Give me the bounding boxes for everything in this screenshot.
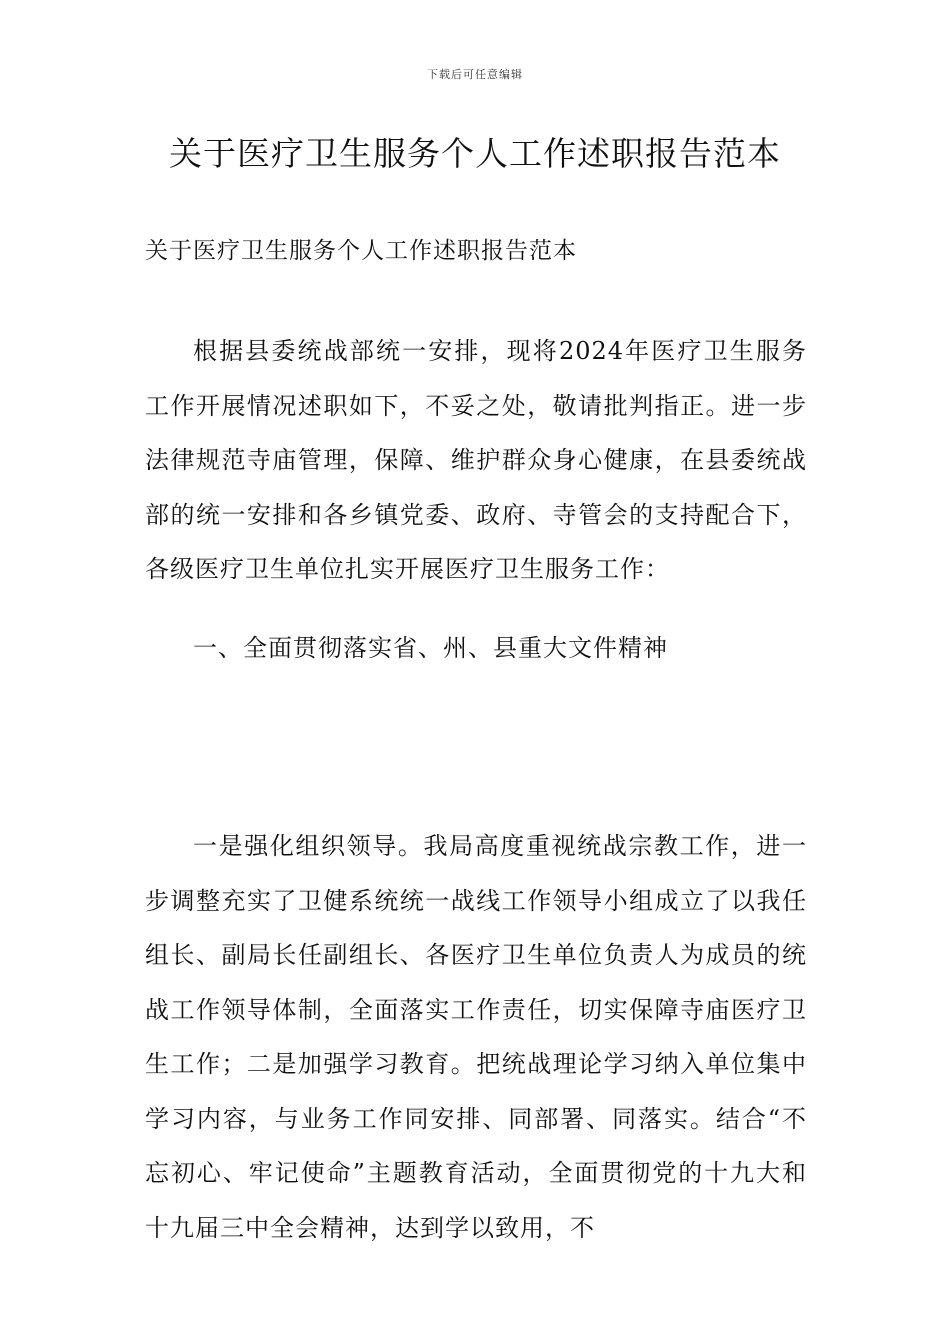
header-note: 下载后可任意编辑 — [427, 68, 523, 81]
body-paragraph: 一是强化组织领导。我局高度重视统战宗教工作，进一步调整充实了卫健系统统一战线工作领导小组成立了以我任组长、副局长任副组长、各医疗卫生单位负责人为成员的统战工作领导体制，全面落实工作责任，切实保障寺庙医疗卫生工作；二是加强学习教育。把统战理论学习纳入单位集中学习内容，与业务工作同安排、同部署、同落实。结合“不忘初心、牢记使命”主题教育活动，全面贯彻党的十九大和十九届三中全会精神，达到学以致用，不 — [145, 832, 807, 1242]
document-title: 关于医疗卫生服务个人工作述职报告范本 — [169, 134, 781, 173]
section-heading: 一、全面贯彻落实省、州、县重大文件精神 — [193, 634, 668, 662]
intro-paragraph: 根据县委统战部统一安排，现将2024年医疗卫生服务工作开展情况述职如下，不妥之处，敬请批判指正。进一步法律规范寺庙管理，保障、维护群众身心健康，在县委统战部的统一安排和各乡镇党委、政府、寺管会的支持配合下，各级医疗卫生单位扎实开展医疗卫生服务工作： — [145, 337, 807, 583]
document-subtitle: 关于医疗卫生服务个人工作述职报告范本 — [145, 238, 577, 264]
